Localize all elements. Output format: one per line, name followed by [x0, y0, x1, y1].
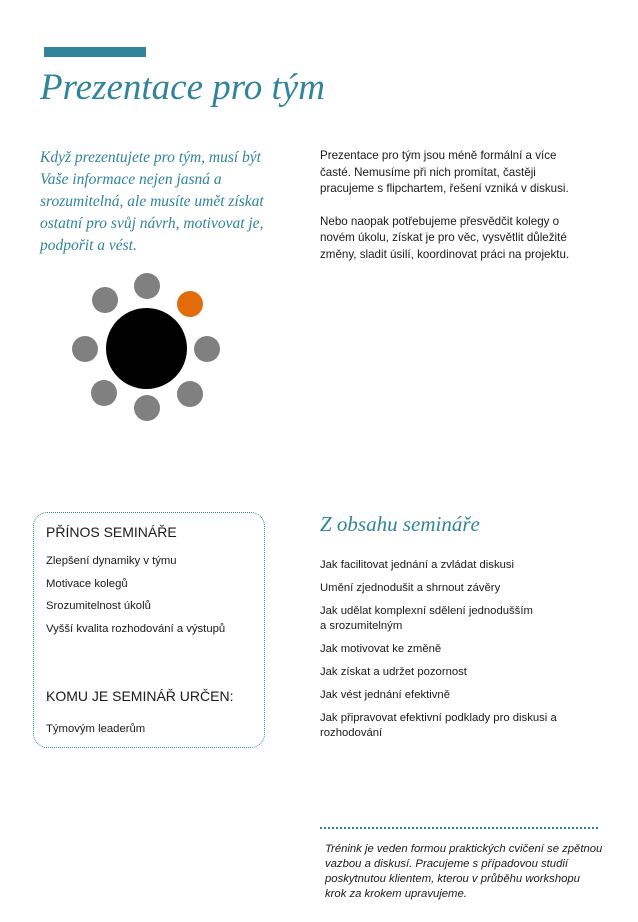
benefit-item: Zlepšení dynamiky v týmu [46, 555, 177, 567]
intro-text [320, 148, 580, 279]
contents-item: Jak získat a udržet pozornost [320, 666, 467, 678]
contents-item: Umění zjednodušit a shrnout závěry [320, 582, 501, 594]
contents-item: Jak udělat komplexní sdělení jednodušším a srozumitelným [320, 605, 533, 632]
team-member-circle [194, 336, 220, 362]
benefits-heading: PŘÍNOS SEMINÁŘE [46, 524, 177, 540]
team-member-circle [72, 336, 98, 362]
benefit-item: Motivace kolegů [46, 577, 128, 590]
title-accent-bar [44, 47, 146, 57]
team-hub-circle [106, 308, 187, 389]
team-member-circle [177, 381, 203, 407]
audience-item: Týmovým leaderům [46, 723, 146, 735]
contents-item: Jak facilitovat jednání a zvládat diskusi [320, 559, 515, 571]
intro-paragraph: Nebo naopak potřebujeme přesvědčit kolegy o novém úkolu, získat je pro věc, vysvětlit důležité změny, sladit úsilí, koordinovat práci na projektu. [320, 214, 570, 261]
audience-heading: KOMU JE SEMINÁŘ URČEN: [46, 688, 234, 704]
benefit-item: Srozumitelnost úkolů [46, 600, 151, 612]
team-member-circle [91, 380, 117, 406]
page-title: Prezentace pro tým [40, 67, 325, 108]
training-note: Trénink je veden formou praktických cvičení se zpětnou vazbou a diskusí. Pracujeme s případovou studií poskytnutou klientem, kterou v průběhu workshopu krok za krokem upravujeme. [325, 843, 603, 900]
benefits-list [46, 555, 225, 645]
contents-title: Z obsahu semináře [320, 512, 480, 536]
intro-paragraph: Prezentace pro tým jsou méně formální a více časté. Nemusíme při nich promítat, častěji pracujeme s flipchartem, řešení vzniká v diskusi. [320, 149, 569, 195]
lead-text: Když prezentujete pro tým, musí být Vaše informace nejen jasná a srozumitelná, ale musíte umět získat ostatní pro svůj návrh, motivovat je, podpořit a vést. [40, 149, 264, 254]
team-member-circle [134, 395, 160, 421]
audience-list [46, 723, 145, 746]
team-member-circle [134, 273, 160, 299]
note-divider [320, 827, 598, 829]
contents-item: Jak vést jednání efektivně [320, 689, 450, 701]
contents-item: Jak připravovat efektivní podklady pro diskusi a rozhodování [320, 712, 557, 739]
benefit-item: Vyšší kvalita rozhodování a výstupů [46, 622, 226, 635]
team-member-circle [92, 287, 118, 313]
contents-item: Jak motivovat ke změně [320, 643, 442, 655]
seminar-info-box [33, 512, 265, 748]
team-member-highlight-circle [177, 291, 203, 317]
contents-list [320, 558, 585, 749]
